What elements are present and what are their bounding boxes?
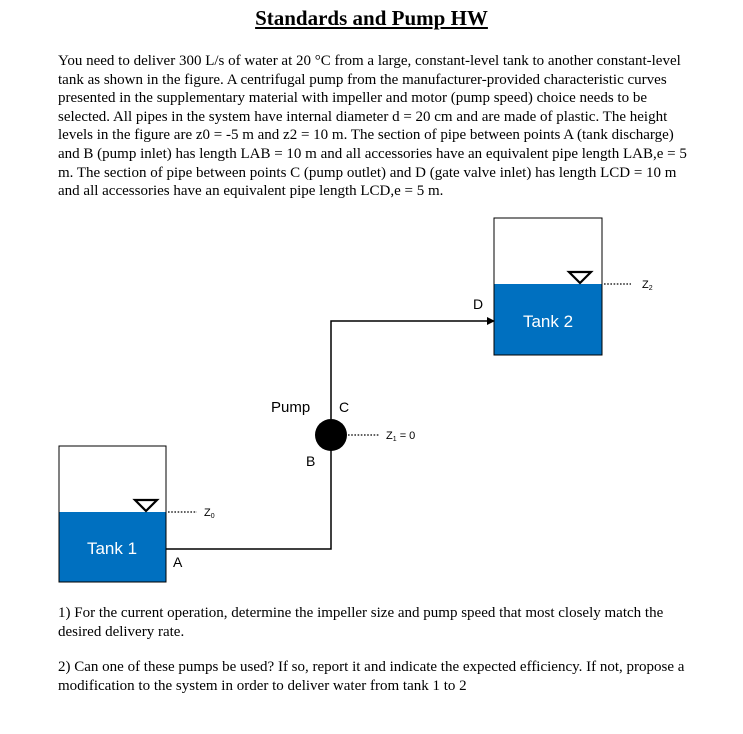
tank2-label: Tank 2 [522,312,574,331]
question-2: 2) Can one of these pumps be used? If so, report it and indicate the expected efficiency. If not, propose a modification to the system in order to deliver water from tank 1 to 2 [58,659,685,694]
point-b-label: B [306,453,316,469]
point-d-label: D [473,296,484,312]
tank1-label: Tank 1 [86,539,138,558]
document-title: Standards and Pump HW [255,6,488,30]
pump-label: Pump [271,399,311,416]
z0-label: Z0 [204,507,215,520]
point-a-label: A [173,554,183,570]
z1-label: Z1 = 0 [386,430,416,443]
z2-label: Z2 [642,279,653,292]
question-1: 1) For the current operation, determine the impeller size and pump speed that most closely match the desired delivery rate. [58,605,664,640]
pipe-c-to-d [331,321,488,419]
problem-statement: You need to deliver 300 L/s of water at 20 °C from a large, constant-level tank to another constant-level tank as shown in the figure. A centrifugal pump from the manufacturer-provided characteristic curves presented in the supplementary material with impeller and motor (pump speed) choice needs to be selected. All pipes in the system have internal diameter d = 20 cm and are made of plastic. The height levels in the figure are z0 = -5 m and z2 = 10 m. The section of pipe between points A (tank discharge) and B (pump inlet) has length LAB = 10 m and all accessories have an equivalent pipe length LAB,e = 5 m. The section of pipe between points C (pump outlet) and D (gate valve inlet) has length LCD = 10 m and all accessories have an equivalent pipe length LCD,e = 5 m. [58,53,687,200]
point-c-label: C [339,399,350,415]
pump-icon [315,419,347,451]
